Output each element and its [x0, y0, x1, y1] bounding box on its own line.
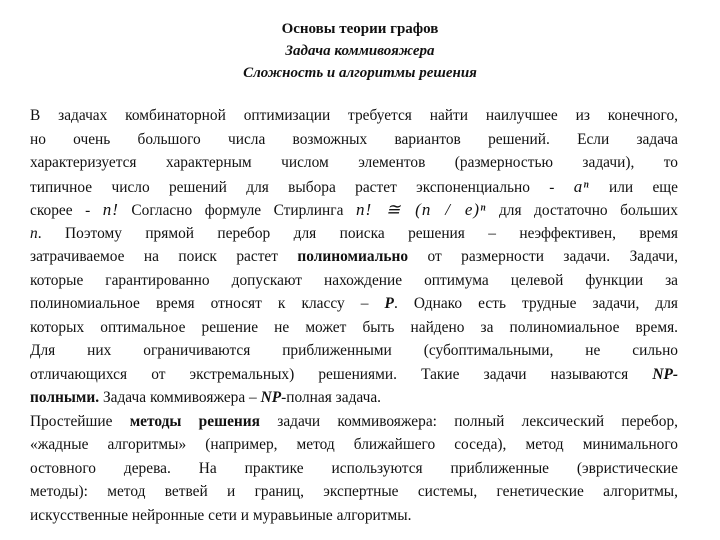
text-line-10: которых оптимальное решение не может быть найдено за полиномиальное время.	[30, 318, 678, 336]
text-line-11: Для них ограничиваются приближенными (субоптимальными, не сильно	[30, 342, 678, 359]
text-line-9	[30, 292, 678, 316]
class-p: P	[384, 295, 394, 312]
slide-subtitle: Задача коммивояжера	[285, 43, 435, 59]
formula-factorial: n!	[102, 200, 119, 219]
text-line-8: которые гарантированно допускают нахождение оптимума целевой функции за	[30, 271, 678, 289]
text-segment: Согласно формуле Стирлинга	[131, 202, 344, 219]
text-segment: для достаточно больших	[498, 202, 678, 219]
class-np: NP-	[652, 365, 678, 383]
text-segment: Задача коммивояжера –	[102, 389, 257, 406]
text-line-4	[30, 175, 678, 199]
bold-term-polynomial: полиномиально	[297, 248, 409, 265]
text-line-5	[30, 198, 678, 222]
text-line-13	[30, 386, 678, 410]
text-segment: полиномиальное время относят к классу –	[30, 295, 369, 312]
text-line-2: но очень большого числа возможных вариантов решений. Если задача	[30, 130, 678, 148]
class-np-inline: NP	[260, 389, 282, 406]
text-line-12	[30, 363, 678, 387]
text-line-7	[30, 245, 678, 269]
text-line-6	[30, 222, 678, 246]
text-line-16: остовного дерева. На практике используются приближенные (эвристические	[30, 459, 678, 477]
formula-stirling: n! ≅ (n / e)ⁿ	[355, 200, 487, 219]
text-segment: затрачиваемое на поиск растет	[30, 248, 278, 265]
slide-title: Основы теории графов	[281, 21, 439, 37]
slide-header	[0, 18, 720, 84]
text-segment: Простейшие	[30, 412, 113, 430]
text-line-18: искусственные нейронные сети и муравьиные алгоритмы.	[30, 506, 412, 524]
text-segment: отличающихся от экстремальных) решениями. Такие задачи называются	[30, 365, 629, 383]
text-line-3: характеризуется характерным числом элементов (размерностью задачи), то	[30, 154, 678, 171]
text-line-17: методы): метод ветвей и границ, экспертные системы, генетические алгоритмы,	[30, 483, 678, 500]
text-segment: . Однако есть трудные задачи, для	[393, 295, 678, 312]
formula-exponential: aⁿ	[573, 176, 590, 196]
text-segment: задачи коммивояжера: полный лексический перебор,	[277, 412, 678, 430]
text-segment: или еще	[608, 178, 678, 196]
text-segment: -полная задача.	[281, 389, 382, 406]
text-line-14	[30, 410, 678, 434]
text-segment: скорее -	[30, 202, 91, 219]
bold-term-methods: методы решения	[129, 412, 260, 430]
text-segment: от размерности задачи. Задачи,	[427, 248, 678, 265]
text-segment: . Поэтому прямой перебор для поиска решения – неэффективен, время	[37, 224, 678, 242]
text-segment: типичное число решений для выбора растет экспоненциально -	[30, 178, 555, 196]
slide-topic: Сложность и алгоритмы решения	[243, 65, 477, 81]
bold-term-complete: полными.	[30, 389, 100, 406]
variable-n: n	[30, 224, 38, 242]
text-body	[30, 104, 678, 527]
text-line-15: «жадные алгоритмы» (например, метод ближайшего соседа), метод минимального	[30, 436, 678, 453]
text-line-1: В задачах комбинаторной оптимизации требуется найти наилучшее из конечного,	[30, 107, 678, 124]
